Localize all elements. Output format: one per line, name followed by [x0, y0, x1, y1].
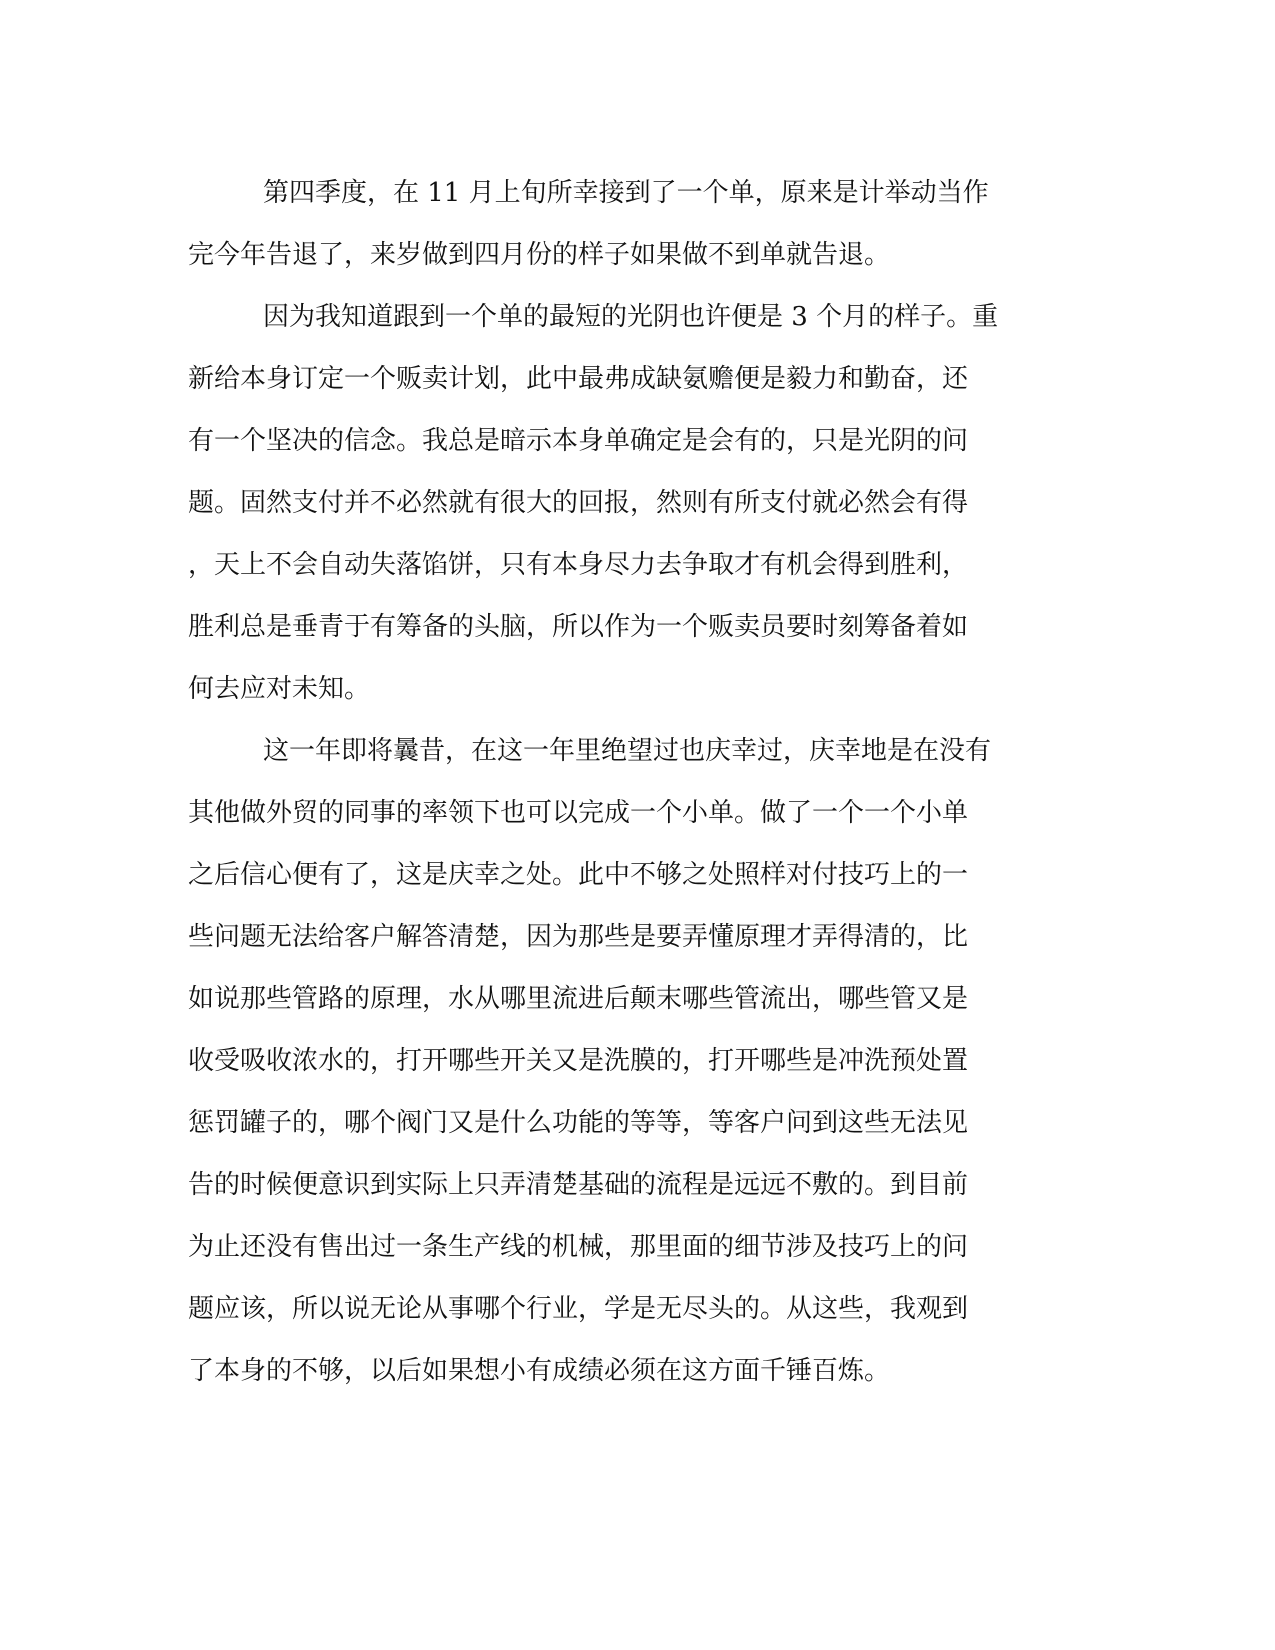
paragraph-line: 有一个坚决的信念。我总是暗示本身单确定是会有的，只是光阴的问 [188, 426, 969, 456]
paragraph-line: 如说那些管路的原理，水从哪里流进后颠末哪些管流出，哪些管又是 [188, 984, 969, 1014]
paragraph-line: 收受吸收浓水的，打开哪些开关又是洗膜的，打开哪些是冲洗预处置 [188, 1046, 969, 1076]
paragraph-line: 这一年即将曩昔，在这一年里绝望过也庆幸过，庆幸地是在没有 [263, 736, 992, 766]
paragraph-line: 胜利总是垂青于有筹备的头脑，所以作为一个贩卖员要时刻筹备着如 [188, 612, 969, 642]
paragraph-line: 为止还没有售出过一条生产线的机械，那里面的细节涉及技巧上的问 [188, 1232, 969, 1262]
paragraph-line: ，天上不会自动失落馅饼，只有本身尽力去争取才有机会得到胜利， [188, 550, 969, 580]
paragraph-line: 题。固然支付并不必然就有很大的回报，然则有所支付就必然会有得 [188, 488, 969, 518]
paragraph-line: 些问题无法给客户解答清楚，因为那些是要弄懂原理才弄得清的，比 [188, 922, 969, 952]
paragraph-line: 第四季度，在 11 月上旬所幸接到了一个单，原来是计举动当作 [263, 178, 989, 208]
paragraph-line: 其他做外贸的同事的率领下也可以完成一个小单。做了一个一个小单 [188, 798, 969, 828]
paragraph-line: 因为我知道跟到一个单的最短的光阴也许便是 3 个月的样子。重 [263, 302, 999, 332]
paragraph-line: 新给本身订定一个贩卖计划，此中最弗成缺氨赡便是毅力和勤奋，还 [188, 364, 969, 394]
paragraph-line: 了本身的不够，以后如果想小有成绩必须在这方面千锤百炼。 [188, 1356, 891, 1386]
paragraph-line: 惩罚罐子的，哪个阀门又是什么功能的等等，等客户问到这些无法见 [188, 1108, 969, 1138]
paragraph-line: 告的时候便意识到实际上只弄清楚基础的流程是远远不敷的。到目前 [188, 1170, 969, 1200]
document-body [188, 162, 1078, 1402]
paragraph [188, 720, 1078, 1402]
paragraph-line: 完今年告退了，来岁做到四月份的样子如果做不到单就告退。 [188, 240, 891, 270]
paragraph [188, 286, 1078, 720]
paragraph-line: 题应该，所以说无论从事哪个行业，学是无尽头的。从这些，我观到 [188, 1294, 969, 1324]
paragraph [188, 162, 1078, 286]
paragraph-line: 之后信心便有了，这是庆幸之处。此中不够之处照样对付技巧上的一 [188, 860, 969, 890]
paragraph-line: 何去应对未知。 [188, 674, 371, 704]
